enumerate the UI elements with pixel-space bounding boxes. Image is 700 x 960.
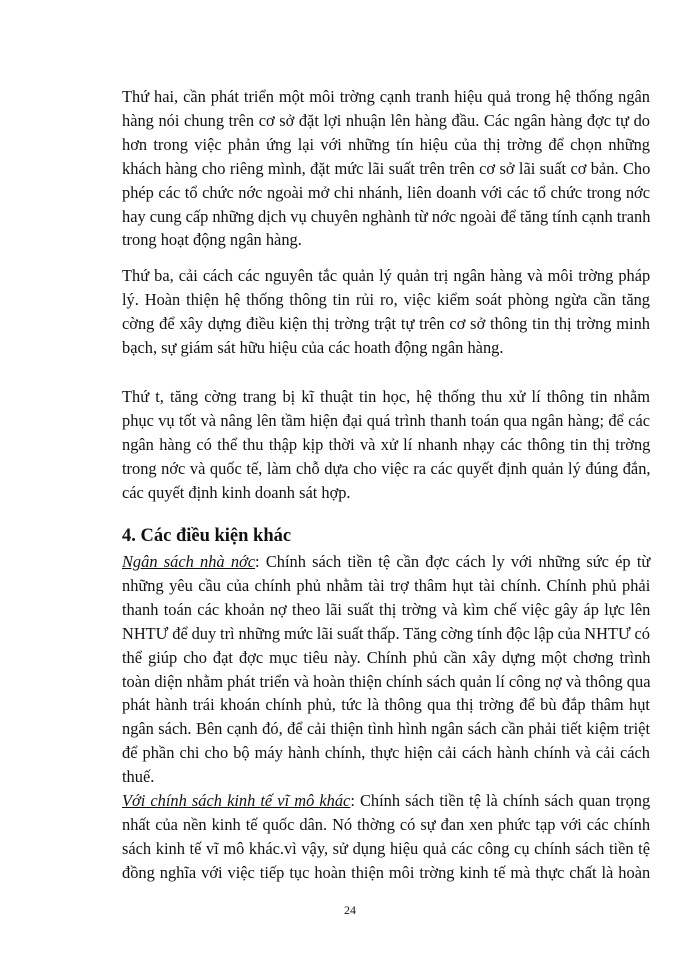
paragraph-line: ngân sách. Bên cạnh đó, để cải thiện tình hình ngân sách cần phải tiết kiệm triệt — [122, 719, 650, 739]
paragraph-line: để phần chi cho bộ máy hành chính, thực hiện cải cách hành chính và cải cách — [122, 743, 650, 763]
line-text: : Chính sách tiền tệ là chính sách quan trọng — [350, 791, 651, 811]
paragraph-line: hơn trong việc phản ứng lại với những tín hiệu của thị trờng để chọn những — [122, 134, 650, 154]
paragraph-line: hay cung cấp những dịch vụ chuyên nghành từ nớc ngoài để tăng tính cạnh tranh — [122, 206, 651, 226]
paragraph-line: sách kinh tế vĩ mô khác.vì vậy, sử dụng hiệu quả các công cụ chính sách tiền tệ — [122, 838, 650, 858]
paragraph-line: phục vụ tốt và nâng lên tầm hiện đại quá trình thanh toán qua ngân hàng; để các — [122, 410, 650, 430]
paragraph-line: thuế. — [122, 767, 155, 787]
paragraph-line: thanh toán các khoản nợ theo lãi suất thị trờng và kìm chế việc gây áp lực lên — [122, 599, 651, 619]
paragraph-line: lý. Hoàn thiện hệ thống thông tin rủi ro, việc kiểm soát phòng ngừa cần tăng — [122, 289, 650, 309]
macro-policy-label: Với chính sách kinh tế vĩ mô khác — [122, 791, 351, 811]
paragraph-line: phép các tổ chức nớc ngoài mở chi nhánh, liên doanh với các tổ chức trong nớc — [122, 182, 650, 202]
paragraph-line — [122, 789, 650, 813]
paragraph-line: trong nớc và quốc tế, làm chỗ dựa cho việc ra các quyết định quản lý đúng đắn, — [122, 458, 651, 478]
paragraph-line: ngân hàng có thể thu thập kịp thời và xử lí nhanh nhạy các thông tin thị trờng — [122, 434, 651, 454]
paragraph-line: Thứ t, tăng cờng trang bị kĩ thuật tin học, hệ thống thu xử lí thông tin nhằm — [122, 387, 650, 406]
paragraph-line: NHTƯ để duy trì những mức lãi suất thấp. Tăng cờng tính độc lập của NHTƯ có — [122, 623, 650, 643]
paragraph-line: bạch, sự giám sát hữu hiệu của các hoath động ngân hàng. — [122, 337, 504, 357]
paragraph-line: hàng nói chung trên cơ sở đặt lợi nhuận lên hàng đầu. Các ngân hàng đợc tự do — [122, 110, 650, 130]
section-body — [122, 550, 650, 885]
section-heading: 4. Các điều kiện khác — [122, 526, 292, 546]
page-number: 24 — [344, 903, 356, 917]
paragraph-line: nhất của nền kinh tế quốc dân. Nó thờng có sự đan xen phức tạp với các chính — [122, 814, 651, 834]
paragraph-line: thể giúp cho đạt đợc mục tiêu này. Chính phủ cần xây dựng một chơng trình — [122, 647, 651, 667]
paragraph-2 — [122, 264, 650, 360]
paragraph-line: các quyết định kinh doanh sát hợp. — [122, 482, 351, 502]
paragraph-line: trong hoạt động ngân hàng. — [122, 230, 302, 250]
paragraph-line: toàn diện nhằm phát triển và hoàn thiện chính sách quản lí công nợ và thông qua — [122, 671, 651, 691]
paragraph-line — [122, 550, 650, 574]
paragraph-line: khách hàng cho riêng mình, đặt mức lãi suất trên trên cơ sở lãi suất cơ bản. Cho — [122, 158, 651, 178]
paragraph-line: cờng để xây dựng điều kiện thị trờng trật tự trên cơ sở thông tin thị trờng minh — [122, 313, 650, 333]
paragraph-line: Thứ ba, cải cách các nguyên tắc quản lý quản trị ngân hàng và môi trờng pháp — [122, 266, 651, 285]
paragraph-3 — [122, 385, 650, 505]
paragraph-line: đồng nghĩa với việc tiếp tục hoàn thiện môi trờng kinh tế mà thực chất là hoàn — [122, 862, 651, 882]
paragraph-line: những yêu cầu của chính phủ nhằm tài trợ thâm hụt tài chính. Chính phủ phải — [122, 575, 651, 595]
budget-label: Ngân sách nhà nớc — [122, 552, 256, 571]
paragraph-line: phát hành trái khoán chính phủ, tức là thông qua thị trờng để bù đắp thâm hụt — [122, 695, 650, 715]
paragraph-line: Thứ hai, cần phát triển một môi trờng cạnh tranh hiệu quả trong hệ thống ngân — [122, 87, 650, 106]
line-text: : Chính sách tiền tệ cần đợc cách ly với những sức ép từ — [255, 552, 651, 571]
paragraph-1 — [122, 85, 650, 252]
